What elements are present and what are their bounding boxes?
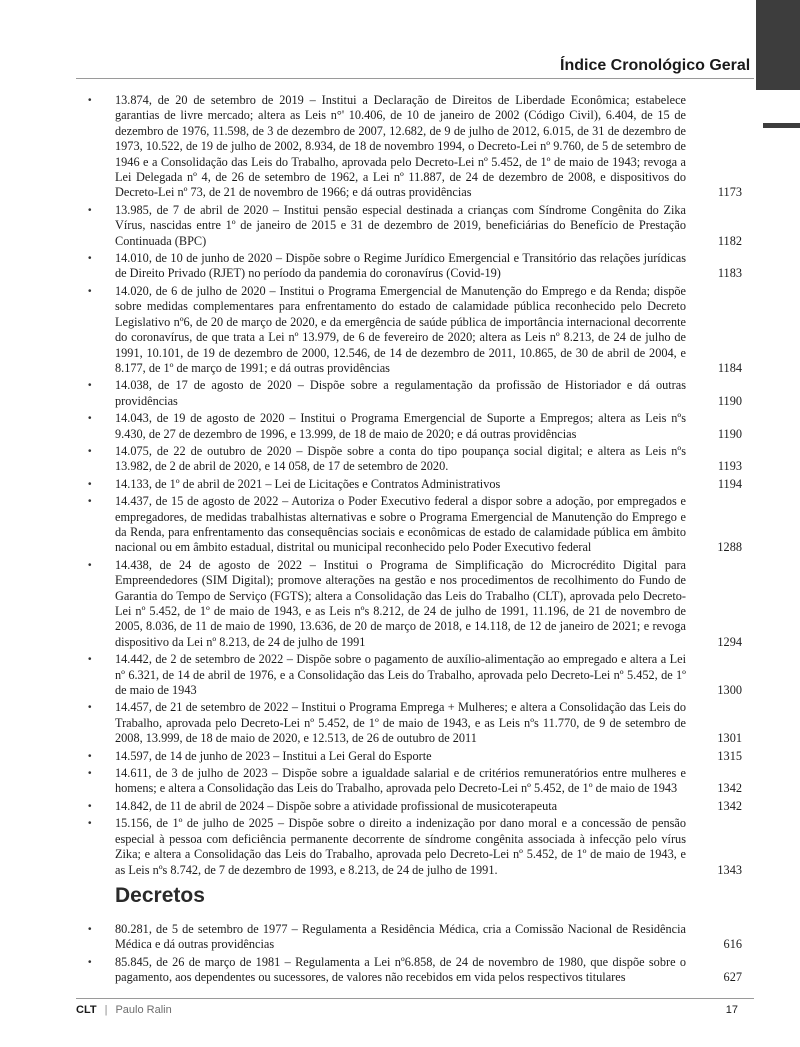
page-footer [76, 1004, 172, 1016]
entry-text: 80.281, de 5 de setembro de 1977 – Regulamenta a Residência Médica, cria a Comissão Nacional de Residência Médica e dá outras providências ..... [115, 922, 746, 953]
law-entry [88, 251, 746, 282]
entry-text: 14.438, de 24 de agosto de 2022 – Institui o Programa de Simplificação do Microcrédito Digital para Empreendedores (SIM Digital); promove alterações na gestão e nos procedimentos de recolhimento do Fundo de Garantia do Tempo de Serviço (FGTS); altera a Consolidação das Leis do Trabalho (CLT), aprovada pelo Decreto-Lei nº 5.452, de 1º de maio de 1943, e as Leis nºs 8.212, de 24 de julho de 1991, 11.196, de 21 de novembro de 2005, 8.036, de 11 de maio de 1990, 13.636, de 20 de março de 2018, e 14.118, de 12 de janeiro de 2021; e revoga dispositivo da Lei nº 8.213, de 24 de julho de 1991 ..... [115, 558, 746, 650]
entry-page-number: 1182 [717, 233, 742, 248]
bullet-icon: • [88, 818, 92, 830]
entry-text: 14.597, de 14 de junho de 2023 – Institui a Lei Geral do Esporte ..... [115, 749, 746, 764]
law-entry [88, 93, 746, 201]
bullet-icon: • [88, 204, 92, 216]
bullet-icon: • [88, 768, 92, 780]
law-entry [88, 203, 746, 249]
entry-page-number: 1315 [717, 748, 742, 763]
entry-text: 14.442, de 2 de setembro de 2022 – Dispõe sobre o pagamento de auxílio-alimentação ao empregado e altera a Lei nº 6.321, de 14 de abril de 1976, e a Consolidação das Leis do Trabalho, aprovada pelo Decreto-Lei nº 5.452, de 1º de maio de 1943 ..... [115, 652, 746, 698]
bullet-icon: • [88, 800, 92, 812]
entry-page-number: 627 [723, 970, 742, 985]
decrees-list [88, 922, 746, 986]
law-entry [88, 558, 746, 650]
entry-page-number: 616 [723, 937, 742, 952]
entry-text: 14.020, de 6 de julho de 2020 – Institui o Programa Emergencial de Manutenção do Emprego e da Renda; dispõe sobre medidas complementares para enfrentamento do estado de calamidade pública reconhecido pelo Decreto Legislativo nº6, de 20 de março de 2020, e da emergência de saúde pública de importância internacional decorrente do coronavírus, de que trata a Lei nº 13.979, de 6 de fevereiro de 2020; altera as Leis nº 8.213, de 24 de julho de 1991, 10.101, de 19 de dezembro de 2000, 12.546, de 14 de dezembro de 2011, 10.865, de 30 de abril de 2004, e 8.177, de 1º de março de 1991; e dá outras providências ..... [115, 284, 746, 376]
decree-entry [88, 955, 746, 986]
entry-text: 13.874, de 20 de setembro de 2019 – Institui a Declaração de Direitos de Liberdade Econômica; estabelece garantias de livre mercado; altera as Leis n°' 10.406, de 10 de janeiro de 2002 (Código Civil), 6.404, de 15 de dezembro de 1976, 11.598, de 3 de dezembro de 2007, 12.682, de 9 de julho de 2012, 6.015, de 31 de dezembro de 1973, 10.522, de 19 de julho de 2002, 8.934, de 18 de novembro 1994, o Decreto-Lei nº 9.760, de 5 de setembro de 1946 e a Consolidação das Leis do Trabalho, aprovada pelo Decreto-Lei nº 5.452, de 1º de maio de 1943; revoga a Lei Delegada nº 4, de 26 de setembro de 1962, a Lei nº 11.887, de 24 de dezembro de 2008, e dispositivos do Decreto-Lei nº 73, de 21 de novembro de 1966; e dá outras providências ..... [115, 93, 746, 201]
law-entry [88, 816, 746, 878]
bullet-icon: • [88, 95, 92, 106]
page-number: 17 [725, 1004, 738, 1016]
footer-author: Paulo Ralin [115, 1004, 172, 1016]
entry-page-number: 1294 [717, 634, 742, 649]
footer-brand: CLT [76, 1004, 97, 1016]
footer-separator: | [104, 1004, 108, 1016]
law-entry [88, 652, 746, 698]
law-entry [88, 494, 746, 556]
entry-text: 14.038, de 17 de agosto de 2020 – Dispõe sobre a regulamentação da profissão de Historiador e dá outras providências ..... [115, 378, 746, 409]
law-entry [88, 284, 746, 376]
entry-page-number: 1184 [717, 360, 742, 375]
footer-divider [76, 998, 754, 999]
entry-text: 13.985, de 7 de abril de 2020 – Institui pensão especial destinada a crianças com Síndrome Congênita do Zika Vírus, nascidas entre 1º de janeiro de 2015 e 31 de dezembro de 2019, beneficiárias do Benefício de Prestação Continuada (BPC) ..... [115, 203, 746, 249]
entry-text: 14.075, de 22 de outubro de 2020 – Dispõe sobre a conta do tipo poupança social digital; e altera as Leis nºs 13.982, de 2 de abril de 2020, e 14 058, de 17 de setembro de 2020. ..... [115, 444, 746, 475]
entry-page-number: 1300 [717, 683, 742, 698]
bullet-icon: • [88, 496, 92, 508]
entry-text: 14.133, de 1º de abril de 2021 – Lei de Licitações e Contratos Administrativos ..... [115, 477, 746, 492]
bullet-icon: • [88, 253, 92, 265]
law-entry [88, 749, 746, 764]
entry-text: 14.010, de 10 de junho de 2020 – Dispõe sobre o Regime Jurídico Emergencial e Transitório das relações jurídicas de Direito Privado (RJET) no período da pandemia do coronavírus (Covid-19) ..... [115, 251, 746, 282]
bullet-icon: • [88, 750, 92, 762]
bullet-icon: • [88, 923, 92, 935]
entry-page-number: 1342 [717, 798, 742, 813]
entry-text: 14.437, de 15 de agosto de 2022 – Autoriza o Poder Executivo federal a dispor sobre a adoção, por empregados e empregadores, de medidas trabalhistas alternativas e sobre o Programa Emergencial de Manutenção do Emprego e da Renda, para enfrentamento das consequências sociais e econômicas de estado de calamidade pública em âmbito nacional ou em âmbito estadual, distrital ou municipal reconhecido pelo Poder Executivo federal ..... [115, 494, 746, 556]
section-heading-decretos: Decretos [115, 883, 205, 907]
law-entry [88, 477, 746, 492]
bullet-icon: • [88, 956, 92, 968]
entry-page-number: 1288 [717, 540, 742, 555]
bullet-icon: • [88, 445, 92, 457]
bullet-icon: • [88, 380, 92, 392]
bullet-icon: • [88, 285, 92, 297]
decree-entry [88, 922, 746, 953]
bullet-icon: • [88, 702, 92, 714]
entry-page-number: 1342 [717, 781, 742, 796]
laws-list [88, 93, 746, 878]
law-entry [88, 444, 746, 475]
bullet-icon: • [88, 413, 92, 425]
law-entry [88, 378, 746, 409]
law-entry [88, 799, 746, 814]
entry-text: 15.156, de 1º de julho de 2025 – Dispõe sobre o direito a indenização por dano moral e a concessão de pensão especial à pessoa com deficiência permanente decorrente de síndrome congênita associada à infecção pelo vírus Zika; e altera a Consolidação das Leis do Trabalho, aprovada pelo Decreto-Lei nº 5.452, de 1º de maio de 1943, e as Leis nºs 8.742, de 7 de dezembro de 1993, e 8.213, de 24 de julho de 1991. ..... [115, 816, 746, 878]
side-thumb-tab [763, 123, 800, 128]
entry-page-number: 1194 [717, 476, 742, 491]
entry-page-number: 1190 [717, 393, 742, 408]
law-entry [88, 700, 746, 746]
entry-text: 85.845, de 26 de março de 1981 – Regulamenta a Lei nº6.858, de 24 de novembro de 1980, que dispõe sobre o pagamento, aos dependentes ou sucessores, de valores não recebidos em vida pelos respectivos titulares ..... [115, 955, 746, 986]
law-entry [88, 766, 746, 797]
entry-text: 14.043, de 19 de agosto de 2020 – Institui o Programa Emergencial de Suporte a Empregos; altera as Leis nºs 9.430, de 27 de dezembro de 1996, e 13.999, de 18 de maio de 2020; e dá outras providências ..... [115, 411, 746, 442]
bullet-icon: • [88, 478, 92, 490]
entry-text: 14.842, de 11 de abril de 2024 – Dispõe sobre a atividade profissional de musicoterapeuta ..... [115, 799, 746, 814]
law-entry [88, 411, 746, 442]
entry-text: 14.457, de 21 de setembro de 2022 – Institui o Programa Emprega + Mulheres; e altera a Consolidação das Leis do Trabalho, aprovada pelo Decreto-Lei nº 5.452, de 1º de maio de 1943, e as Leis nºs 11.770, de 9 de setembro de 2008, 13.999, de 18 de maio de 2020, e 12.513, de 26 de outubro de 2011 ..... [115, 700, 746, 746]
entry-page-number: 1193 [717, 459, 742, 474]
entry-page-number: 1301 [717, 731, 742, 746]
page-header-title: Índice Cronológico Geral [560, 57, 751, 74]
entry-page-number: 1173 [717, 185, 742, 200]
bullet-icon: • [88, 559, 92, 571]
index-list [88, 93, 746, 988]
entry-text: 14.611, de 3 de julho de 2023 – Dispõe sobre a igualdade salarial e de critérios remuneratórios entre mulheres e homens; e altera a Consolidação das Leis do Trabalho, aprovada pelo Decreto-Lei nº 5.452, de 1º de maio de 1943 ..... [115, 766, 746, 797]
entry-page-number: 1190 [717, 426, 742, 441]
corner-tab-block [756, 0, 800, 90]
bullet-icon: • [88, 654, 92, 666]
entry-page-number: 1183 [717, 266, 742, 281]
header-divider [76, 78, 754, 79]
entry-page-number: 1343 [717, 862, 742, 877]
